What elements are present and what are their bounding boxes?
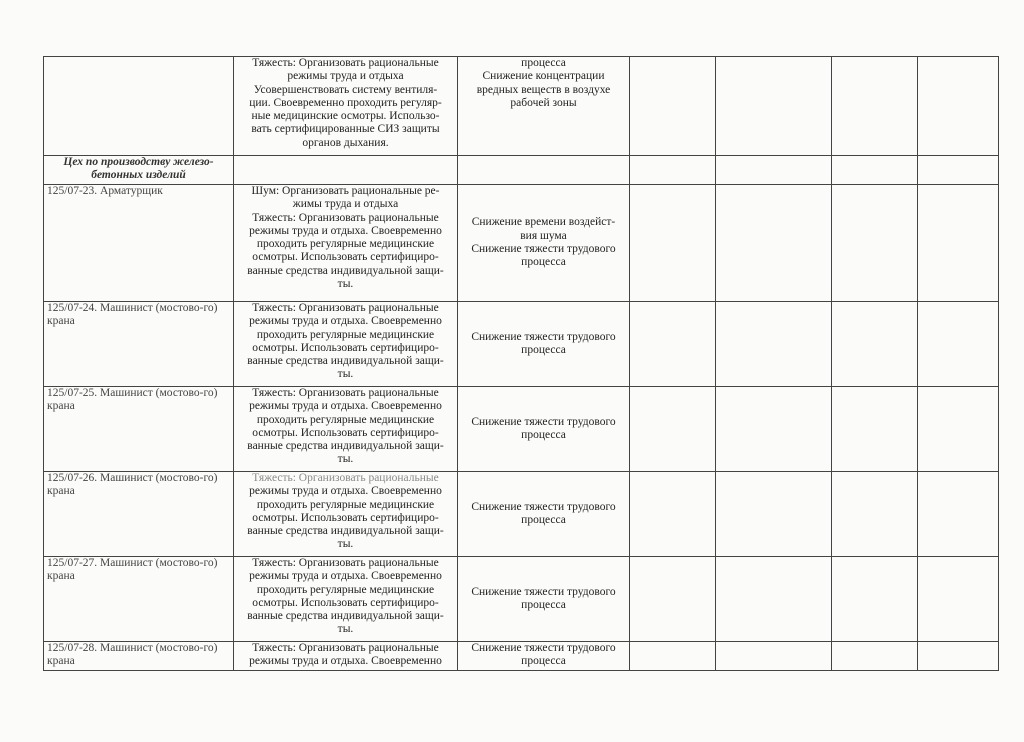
empty-cell <box>918 472 999 557</box>
section-row <box>44 156 999 185</box>
measures-cell: Шум: Организовать рациональные ре- жимы труда и отдыха Тяжесть: Организовать рациональные режимы труда и отдыха. Своевременно проходить регулярные медицинские осмотры. Использовать сертифициро- ванные средства индивидуальной защи- ты. <box>234 185 458 302</box>
workplace-cell: 125/07-28. Машинист (мостово-го) крана <box>44 642 234 671</box>
empty-cell <box>716 387 832 472</box>
workplace-cell: 125/07-26. Машинист (мостово-го) крана <box>44 472 234 557</box>
empty-cell <box>630 642 716 671</box>
empty-cell <box>832 387 918 472</box>
empty-cell <box>630 387 716 472</box>
empty-cell <box>918 185 999 302</box>
empty-cell <box>832 185 918 302</box>
goal-cell: Снижение тяжести трудового процесса <box>458 387 630 472</box>
table-row <box>44 642 999 671</box>
empty-cell <box>630 472 716 557</box>
empty-cell <box>716 156 832 185</box>
empty-cell <box>832 156 918 185</box>
table-row <box>44 302 999 387</box>
workplace-cell: 125/07-23. Арматурщик <box>44 185 234 302</box>
empty-cell <box>630 557 716 642</box>
empty-cell <box>716 557 832 642</box>
empty-cell <box>918 156 999 185</box>
empty-cell <box>832 472 918 557</box>
empty-cell <box>918 57 999 156</box>
empty-cell <box>630 57 716 156</box>
empty-cell <box>918 642 999 671</box>
measures-cell: Тяжесть: Организовать рациональные режимы труда и отдыха. Своевременно <box>234 642 458 671</box>
workplace-cell: 125/07-25. Машинист (мостово-го) крана <box>44 387 234 472</box>
measures-cell: Тяжесть: Организовать рациональные режимы труда и отдыха. Своевременно проходить регулярные медицинские осмотры. Использовать сертифициро- ванные средства индивидуальной защи- ты. <box>234 387 458 472</box>
goal-cell: Снижение тяжести трудового процесса <box>458 472 630 557</box>
measures-cell: Тяжесть: Организовать рациональные режимы труда и отдыха. Своевременно проходить регулярные медицинские осмотры. Использовать сертифициро- ванные средства индивидуальной защи- ты. <box>234 472 458 557</box>
empty-cell <box>630 185 716 302</box>
table-row <box>44 557 999 642</box>
table-row <box>44 387 999 472</box>
empty-cell <box>716 302 832 387</box>
measures-cell: Тяжесть: Организовать рациональные режимы труда и отдыха. Своевременно проходить регулярные медицинские осмотры. Использовать сертифициро- ванные средства индивидуальной защи- ты. <box>234 557 458 642</box>
empty-cell <box>918 302 999 387</box>
measures-cell: Тяжесть: Организовать рациональные режимы труда и отдыха. Своевременно проходить регулярные медицинские осмотры. Использовать сертифициро- ванные средства индивидуальной защи- ты. <box>234 302 458 387</box>
empty-cell <box>234 156 458 185</box>
table-row <box>44 57 999 156</box>
empty-cell <box>918 387 999 472</box>
goal-cell: Снижение тяжести трудового процесса <box>458 302 630 387</box>
empty-cell <box>918 557 999 642</box>
empty-cell <box>458 156 630 185</box>
empty-cell <box>630 302 716 387</box>
measures-table <box>43 56 999 671</box>
workplace-cell <box>44 57 234 156</box>
empty-cell <box>832 557 918 642</box>
workplace-cell: 125/07-27. Машинист (мостово-го) крана <box>44 557 234 642</box>
empty-cell <box>716 57 832 156</box>
goal-cell: Снижение времени воздейст- вия шума Снижение тяжести трудового процесса <box>458 185 630 302</box>
table-row <box>44 472 999 557</box>
goal-cell: Снижение тяжести трудового процесса <box>458 642 630 671</box>
empty-cell <box>716 185 832 302</box>
empty-cell <box>832 57 918 156</box>
goal-cell: процесса Снижение концентрации вредных веществ в воздухе рабочей зоны <box>458 57 630 156</box>
table-row <box>44 185 999 302</box>
empty-cell <box>832 302 918 387</box>
empty-cell <box>832 642 918 671</box>
workplace-cell: 125/07-24. Машинист (мостово-го) крана <box>44 302 234 387</box>
empty-cell <box>630 156 716 185</box>
empty-cell <box>716 472 832 557</box>
empty-cell <box>716 642 832 671</box>
measures-cell: Тяжесть: Организовать рациональные режимы труда и отдыха Усовершенствовать систему вентиля- ции. Своевременно проходить регуляр- ные медицинские осмотры. Использо- вать сертифицированные СИЗ защиты органов дыхания. <box>234 57 458 156</box>
goal-cell: Снижение тяжести трудового процесса <box>458 557 630 642</box>
section-title: Цех по производству железо- бетонных изделий <box>44 156 234 185</box>
